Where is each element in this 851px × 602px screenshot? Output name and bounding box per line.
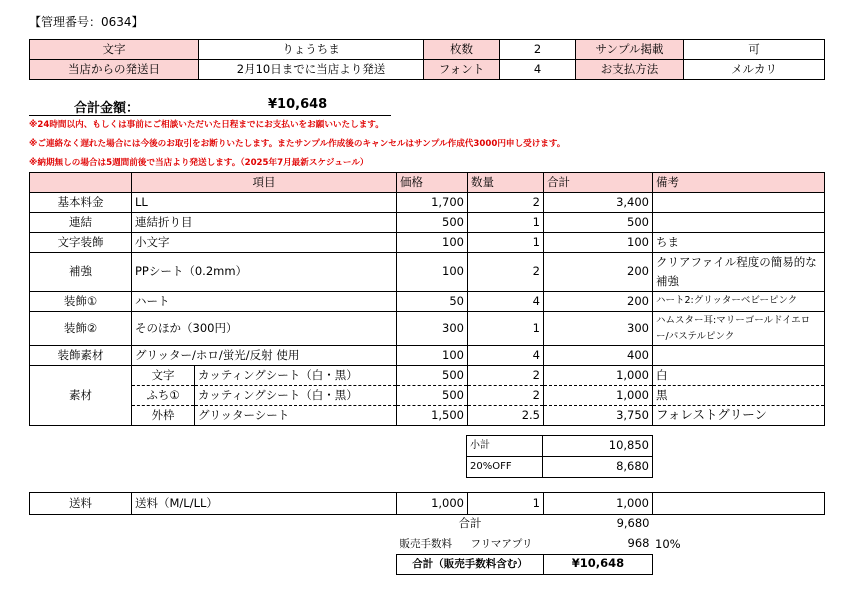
table-row — [30, 233, 825, 253]
header-blank — [30, 173, 132, 193]
subtotal-value: 10,850 — [543, 436, 653, 457]
material-sub: ふち① — [132, 386, 195, 406]
material-qty: 2.5 — [468, 406, 544, 426]
material-sub: 外枠 — [132, 406, 195, 426]
row-category: 装飾② — [30, 312, 132, 346]
total-amount-value: ¥10,648 — [268, 97, 328, 112]
shipping-item: 送料（M/L/LL） — [132, 493, 397, 515]
row-item: そのほか（300円） — [132, 312, 397, 346]
payment-label: お支払方法 — [576, 60, 684, 80]
material-price: 500 — [397, 386, 468, 406]
grand-total-label: 合計（販売手数料含む） — [397, 554, 544, 574]
material-item: カッティングシート（白・黒） — [195, 366, 397, 386]
total-amount-label: 合計金額： — [74, 101, 140, 116]
row-item: グリッター/ホロ/蛍光/反射 使用 — [132, 346, 397, 366]
material-note: 白 — [653, 366, 825, 386]
note-cancel: ※ご連絡なく遅れた場合には今後のお取引をお断りいたします。またサンプル作成後のキャンセルはサンプル作成代3000円申し受けます。 — [29, 139, 566, 149]
discount-label: 20%OFF — [467, 457, 543, 478]
table-row — [30, 292, 825, 312]
row-qty: 2 — [468, 253, 544, 292]
subtotal-label: 小計 — [467, 436, 543, 457]
text-value: りょうちま — [199, 40, 424, 60]
row-price: 300 — [397, 312, 468, 346]
row-price: 100 — [397, 233, 468, 253]
header-total: 合計 — [544, 173, 653, 193]
sum-label: 合計 — [458, 516, 482, 531]
shipping-note — [653, 493, 825, 515]
sum-value: 9,680 — [616, 516, 650, 531]
shipping-table — [29, 492, 825, 515]
row-item: PPシート（0.2mm） — [132, 253, 397, 292]
note-shipping: ※納期無しの場合は5週間前後で当店より発送します。（2025年7月最新スケジュール） — [29, 158, 369, 168]
material-item: グリッターシート — [195, 406, 397, 426]
row-qty: 4 — [468, 292, 544, 312]
row-note: ハムスター耳:マリーゴールドイエロー/パステルピンク — [653, 312, 825, 346]
row-price: 1,700 — [397, 193, 468, 213]
material-sub: 文字 — [132, 366, 195, 386]
fee-label: 販売手数料 — [399, 537, 452, 550]
management-number: 【管理番号：0634】 — [29, 15, 144, 29]
row-category: 基本料金 — [30, 193, 132, 213]
text-label: 文字 — [30, 40, 199, 60]
row-note: ハート2:グリッターベビーピンク — [653, 292, 825, 312]
sample-label: サンプル掲載 — [576, 40, 684, 60]
row-total: 200 — [544, 253, 653, 292]
row-note: ちま — [653, 233, 825, 253]
sample-value: 可 — [684, 40, 825, 60]
header-qty: 数量 — [468, 173, 544, 193]
row-category: 文字装飾 — [30, 233, 132, 253]
discount-value: 8,680 — [543, 457, 653, 478]
material-total: 3,750 — [544, 406, 653, 426]
material-note: 黒 — [653, 386, 825, 406]
shipping-total: 1,000 — [544, 493, 653, 515]
font-value: 4 — [500, 60, 576, 80]
fee-app: フリマアプリ — [470, 537, 533, 550]
material-row — [30, 406, 825, 426]
fee-value: 968 — [627, 536, 650, 551]
ship-date-label: 当店からの発送日 — [30, 60, 199, 80]
row-qty: 4 — [468, 346, 544, 366]
material-category: 素材 — [30, 366, 132, 426]
row-price: 500 — [397, 213, 468, 233]
count-label: 枚数 — [424, 40, 500, 60]
table-row — [30, 253, 825, 292]
row-note — [653, 213, 825, 233]
material-qty: 2 — [468, 386, 544, 406]
row-item: 小文字 — [132, 233, 397, 253]
material-price: 500 — [397, 366, 468, 386]
row-qty: 2 — [468, 193, 544, 213]
grand-total-value: ¥10,648 — [544, 554, 653, 574]
shipping-category: 送料 — [30, 493, 132, 515]
row-note: クリアファイル程度の簡易的な補強 — [653, 253, 825, 292]
shipping-price: 1,000 — [397, 493, 468, 515]
ship-date-value: 2月10日までに当店より発送 — [199, 60, 424, 80]
payment-value: メルカリ — [684, 60, 825, 80]
row-qty: 1 — [468, 213, 544, 233]
row-price: 100 — [397, 346, 468, 366]
row-item: ハート — [132, 292, 397, 312]
header-note: 備考 — [653, 173, 825, 193]
fee-rate: 10% — [655, 537, 681, 551]
row-note — [653, 346, 825, 366]
row-total: 300 — [544, 312, 653, 346]
table-row — [30, 213, 825, 233]
material-row — [30, 386, 825, 406]
row-total: 400 — [544, 346, 653, 366]
material-item: カッティングシート（白・黒） — [195, 386, 397, 406]
row-item: LL — [132, 193, 397, 213]
material-note: フォレストグリーン — [653, 406, 825, 426]
header-price: 価格 — [397, 173, 468, 193]
count-value: 2 — [500, 40, 576, 60]
note-payment: ※24時間以内、もしくは事前にご相談いただいた日程までにお支払いをお願いいたします。 — [29, 120, 384, 130]
total-underline — [29, 115, 391, 116]
material-row — [30, 366, 825, 386]
row-total: 100 — [544, 233, 653, 253]
material-price: 1,500 — [397, 406, 468, 426]
subtotal-table — [466, 435, 653, 478]
order-info-table — [29, 39, 825, 80]
material-qty: 2 — [468, 366, 544, 386]
row-price: 50 — [397, 292, 468, 312]
row-category: 装飾① — [30, 292, 132, 312]
table-row — [30, 312, 825, 346]
header-item: 項目 — [132, 173, 397, 193]
row-qty: 1 — [468, 312, 544, 346]
table-row — [30, 193, 825, 213]
shipping-qty: 1 — [468, 493, 544, 515]
row-category: 連結 — [30, 213, 132, 233]
row-item: 連結折り目 — [132, 213, 397, 233]
pricing-table — [29, 172, 825, 426]
row-category: 装飾素材 — [30, 346, 132, 366]
font-label: フォント — [424, 60, 500, 80]
row-total: 200 — [544, 292, 653, 312]
table-row — [30, 346, 825, 366]
row-price: 100 — [397, 253, 468, 292]
material-total: 1,000 — [544, 386, 653, 406]
material-total: 1,000 — [544, 366, 653, 386]
row-qty: 1 — [468, 233, 544, 253]
row-total: 3,400 — [544, 193, 653, 213]
row-note — [653, 193, 825, 213]
final-sum-table — [396, 514, 653, 575]
row-total: 500 — [544, 213, 653, 233]
row-category: 補強 — [30, 253, 132, 292]
